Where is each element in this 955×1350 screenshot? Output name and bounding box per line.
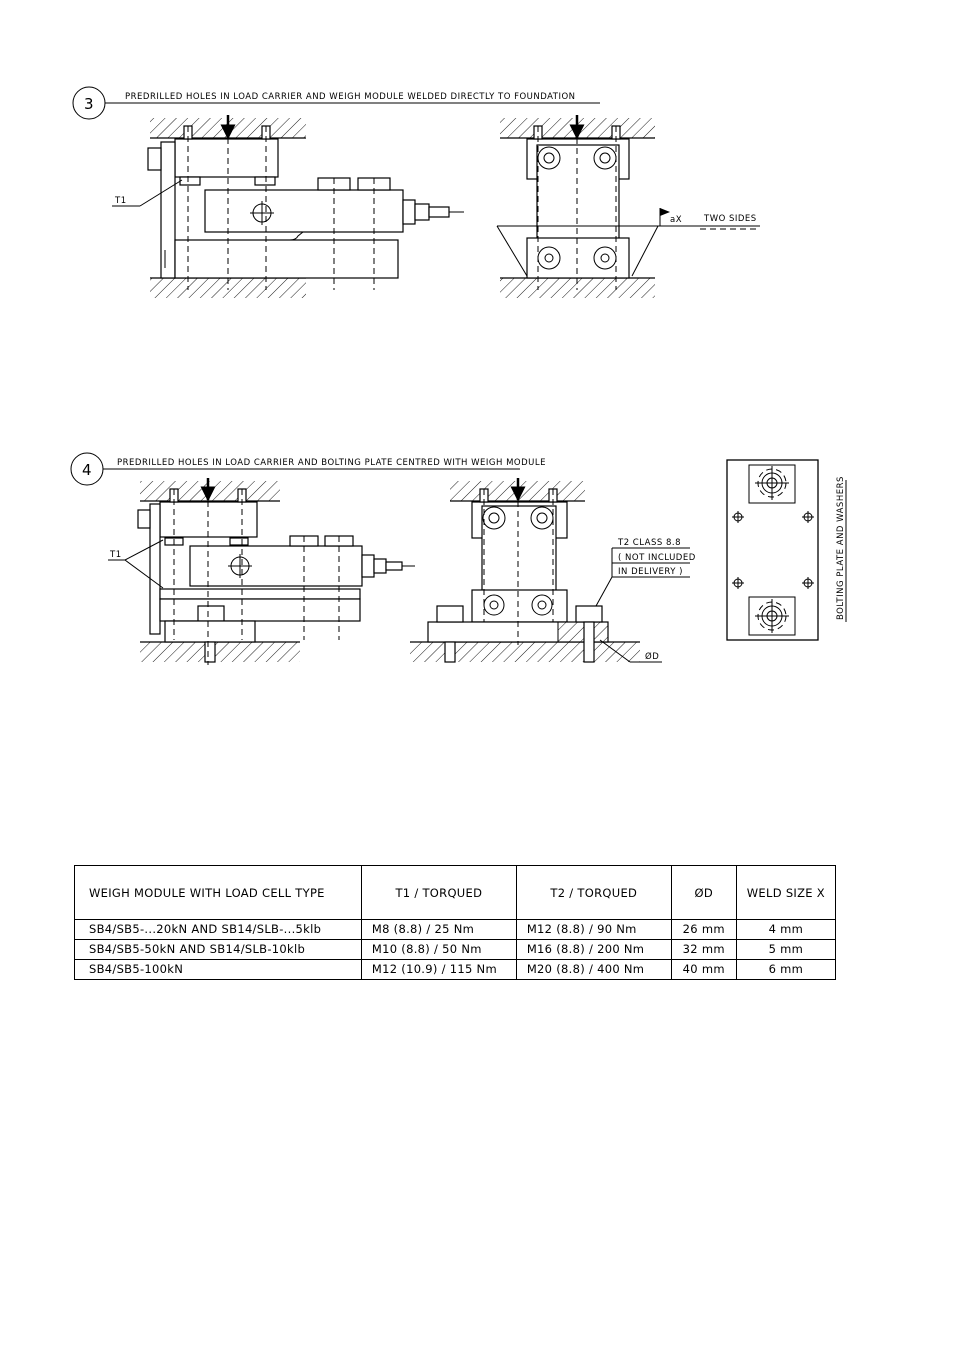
header-diameter: ØD [671, 866, 736, 920]
table-row [75, 940, 836, 960]
cell-type: SB4/SB5-50kN AND SB14/SLB-10klb [75, 940, 362, 960]
cell-diameter: 40 mm [671, 960, 736, 980]
spec-table [74, 865, 836, 980]
section4-t2-line1: T2 CLASS 8.8 [618, 538, 681, 548]
section4-title: PREDRILLED HOLES IN LOAD CARRIER AND BOLTING PLATE CENTRED WITH WEIGH MODULE [117, 458, 546, 468]
section3-number: 3 [84, 95, 94, 113]
section3-weld-label: aX [670, 215, 683, 225]
cell-t2: M20 (8.8) / 400 Nm [516, 960, 671, 980]
cell-weld: 6 mm [736, 960, 835, 980]
cell-diameter: 26 mm [671, 920, 736, 940]
section4-diameter-label: ØD [645, 652, 660, 662]
section3-title: PREDRILLED HOLES IN LOAD CARRIER AND WEIGH MODULE WELDED DIRECTLY TO FOUNDATION [125, 92, 576, 102]
cell-type: SB4/SB5-100kN [75, 960, 362, 980]
section4-side-view [108, 478, 415, 665]
section3-front-view [497, 115, 760, 298]
header-t1-torqued: T1 / TORQUED [361, 866, 516, 920]
section3-side-view [112, 115, 464, 298]
section3-header [73, 87, 600, 119]
section4-number: 4 [82, 461, 92, 479]
cell-t1: M12 (10.9) / 115 Nm [361, 960, 516, 980]
cell-t1: M10 (8.8) / 50 Nm [361, 940, 516, 960]
header-t2-torqued: T2 / TORQUED [516, 866, 671, 920]
bolting-plate-detail [727, 460, 846, 640]
section4-t1-label: T1 [110, 550, 122, 560]
cell-t2: M12 (8.8) / 90 Nm [516, 920, 671, 940]
table-row [75, 960, 836, 980]
table-header-row [75, 866, 836, 920]
table-row [75, 920, 836, 940]
cell-weld: 4 mm [736, 920, 835, 940]
header-load-cell-type: WEIGH MODULE WITH LOAD CELL TYPE [75, 866, 362, 920]
cell-weld: 5 mm [736, 940, 835, 960]
section3-t1-label: T1 [115, 196, 127, 206]
header-weld-size: WELD SIZE X [736, 866, 835, 920]
cell-type: SB4/SB5-...20kN AND SB14/SLB-...5klb [75, 920, 362, 940]
section4-t2-line2: ( NOT INCLUDED [618, 553, 696, 563]
bolting-plate-label: BOLTING PLATE AND WASHERS [836, 476, 846, 620]
section4-t2-line3: IN DELIVERY ) [618, 567, 683, 577]
section3-weld-sides: TWO SIDES [704, 214, 757, 224]
section4-header [71, 453, 546, 485]
cell-t1: M8 (8.8) / 25 Nm [361, 920, 516, 940]
cell-diameter: 32 mm [671, 940, 736, 960]
section4-front-view [410, 478, 696, 662]
cell-t2: M16 (8.8) / 200 Nm [516, 940, 671, 960]
